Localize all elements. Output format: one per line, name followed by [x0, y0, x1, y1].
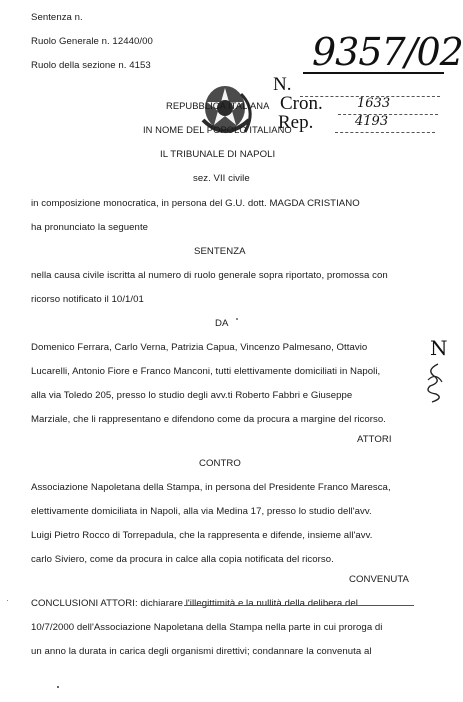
pronunciato: ha pronunciato la seguente	[31, 222, 149, 233]
ruolo-sezione: Ruolo della sezione n. 4153	[31, 60, 151, 71]
stamp-cron-label: Cron.	[280, 93, 323, 114]
causa-line-1: nella causa civile iscritta al numero di ruolo generale sopra riportato, promossa con	[31, 270, 388, 281]
attori-line-4: Marziale, che li rappresentano e difendono come da procura a margine del ricorso.	[31, 414, 386, 425]
handwritten-cron-number: 1633	[357, 96, 391, 111]
conclusioni-line-1: CONCLUSIONI ATTORI: dichiarare l'illegittimità e la nullità della delibera del	[31, 598, 358, 609]
tribunale-di-napoli: IL TRIBUNALE DI NAPOLI	[160, 149, 276, 160]
convenuta-line-3: Luigi Pietro Rocco di Torrepadula, che la rappresenta e difende, insieme all'avv.	[31, 530, 373, 541]
convenuta-line-2: elettivamente domiciliata in Napoli, alla via Medina 17, presso lo studio dell'avv.	[31, 506, 372, 517]
conclusioni-line-2: 10/7/2000 dell'Associazione Napoletana della Stampa nella parte in cui proroga di	[31, 622, 383, 633]
in-nome-del-popolo: IN NOME DEL POPOLO ITALIANO	[143, 124, 292, 135]
margin-signature-icon	[424, 362, 444, 408]
attori-line-1: Domenico Ferrara, Carlo Verna, Patrizia Capua, Vincenzo Palmesano, Ottavio	[31, 342, 368, 353]
handwritten-registry-number: 9357/02	[312, 30, 463, 74]
composizione: in composizione monocratica, in persona del G.U. dott. MAGDA CRISTIANO	[31, 198, 360, 209]
convenuta-line-1: Associazione Napoletana della Stampa, in persona del Presidente Franco Maresca,	[31, 482, 391, 493]
convenuta-line-4: carlo Siviero, come da procura in calce alla copia notificata del ricorso.	[31, 554, 334, 565]
attori-line-3: alla via Toledo 205, presso lo studio degli avv.ti Roberto Fabbri e Giuseppe	[31, 390, 353, 401]
sezione: sez. VII civile	[193, 173, 250, 184]
sentenza-title: SENTENZA	[194, 246, 246, 257]
attori-line-2: Lucarelli, Antonio Fiore e Franco Manconi, tutti elettivamente domiciliati in Napoli,	[31, 366, 381, 377]
causa-line-2: ricorso notificato il 10/1/01	[31, 294, 144, 305]
sentenza-number-label: Sentenza n.	[31, 12, 83, 23]
stamp-rep-label: Rep.	[278, 112, 314, 133]
repubblica-italiana: REPUBBLICA ITALIANA	[166, 100, 270, 111]
scan-speck	[7, 600, 8, 601]
scan-speck	[57, 686, 59, 688]
ruolo-generale: Ruolo Generale n. 12440/00	[31, 36, 153, 47]
conclusioni-line-3: un anno la durata in carica degli organismi direttivi; condannare la convenuta al	[31, 646, 372, 657]
handwritten-rep-number: 4193	[355, 114, 389, 129]
registry-underline	[303, 72, 444, 74]
convenuta-label: CONVENUTA	[349, 574, 409, 585]
margin-handwritten-note: N	[430, 336, 448, 360]
attori-label: ATTORI	[357, 434, 392, 445]
stamp-n-label: N.	[273, 74, 292, 95]
da-heading: DA	[215, 318, 229, 329]
strike-through-line	[184, 605, 414, 606]
stamp-rep-line	[335, 132, 435, 133]
contro-heading: CONTRO	[199, 458, 241, 469]
scan-speck	[236, 318, 238, 320]
